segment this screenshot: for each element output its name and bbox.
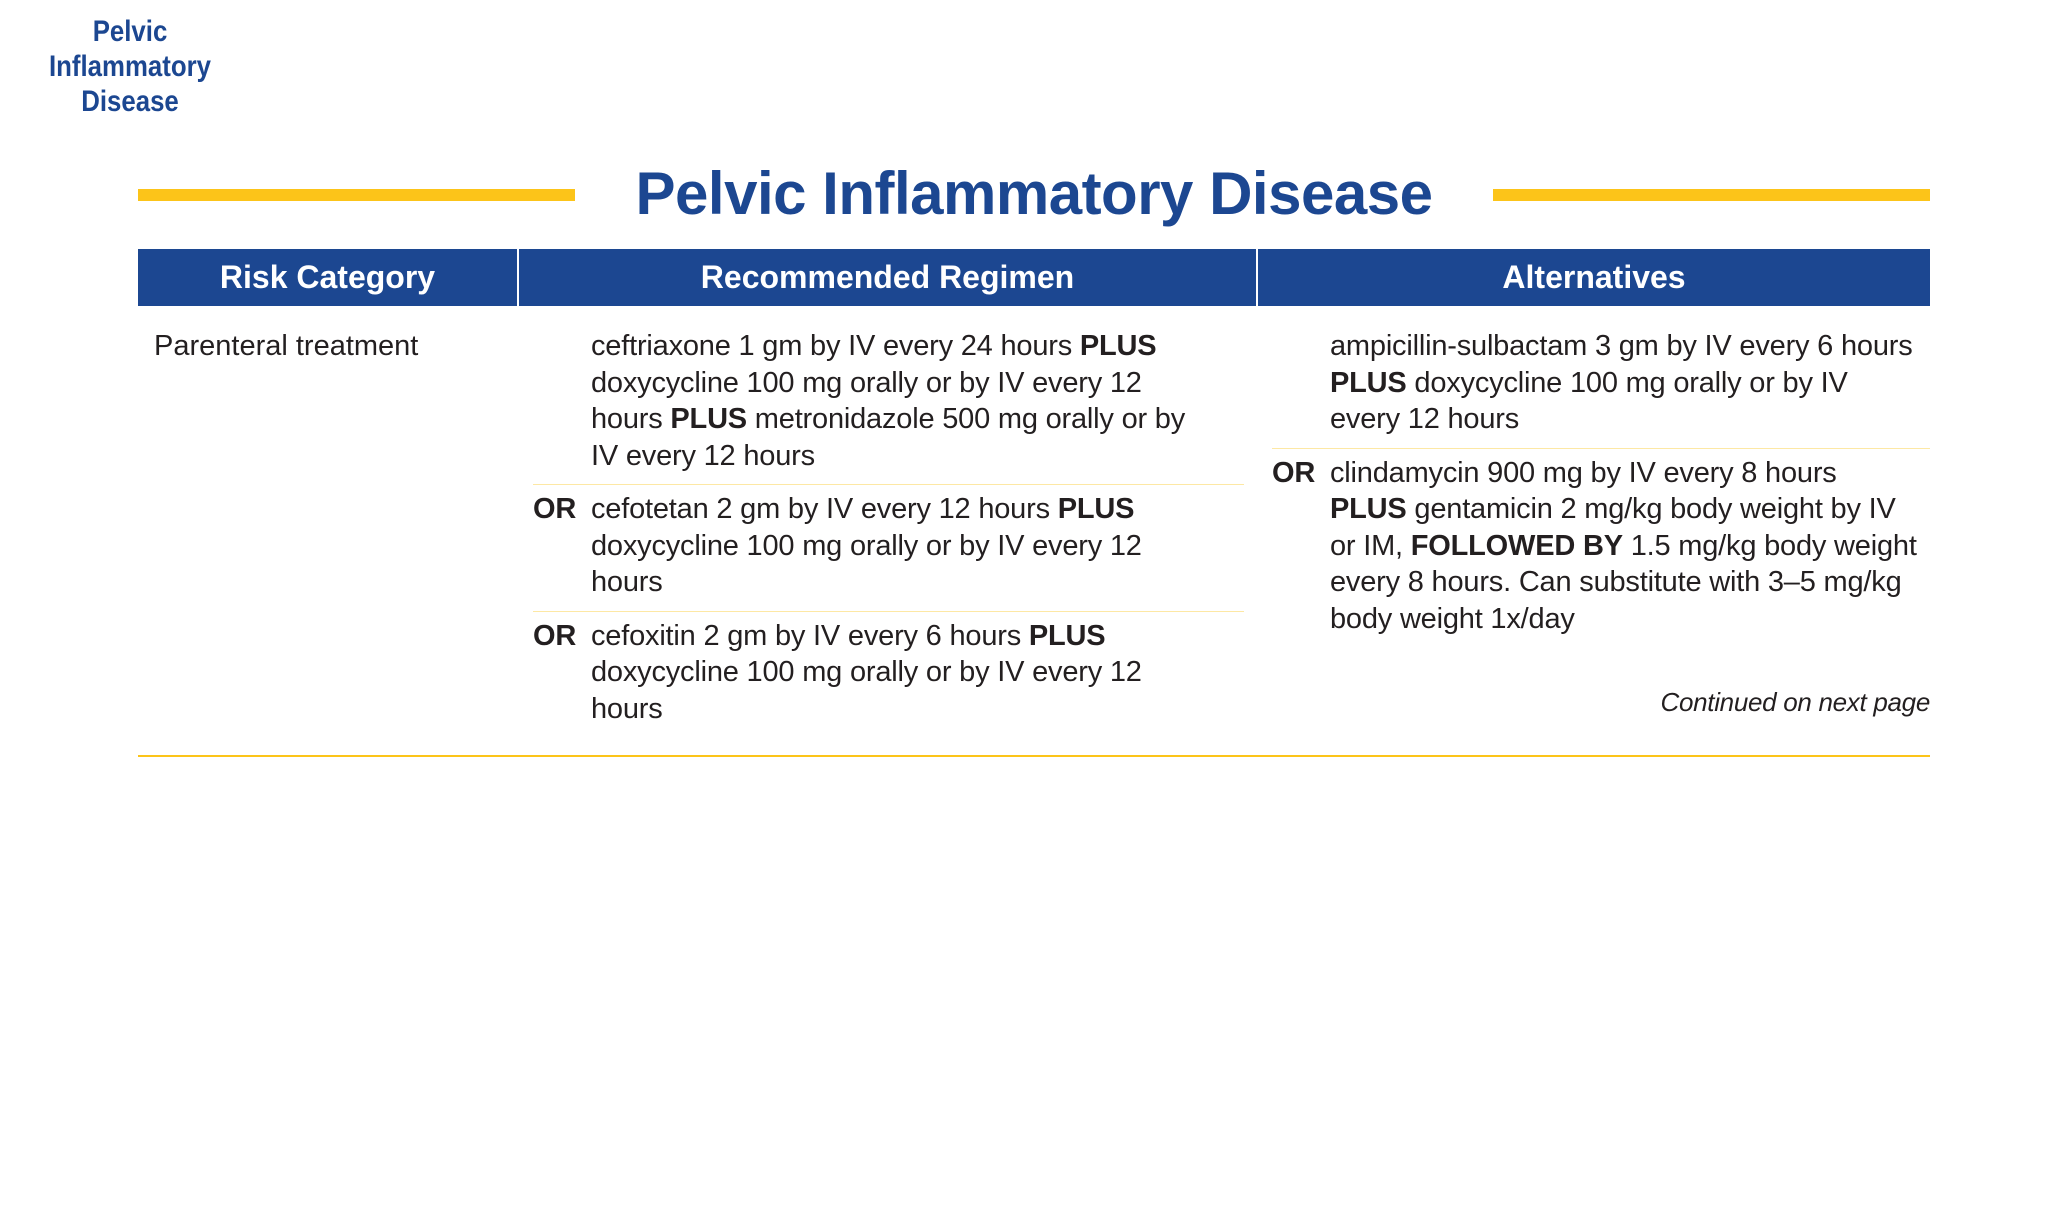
regimen-fragment: clindamycin 900 mg by IV every 8 hours [1330,456,1837,489]
regimen-keyword: PLUS [1057,493,1135,525]
title-row [138,152,1930,236]
risk-category-cell: Parenteral treatment [154,330,419,362]
regimen-text [591,328,1244,474]
regimen-fragment: ampicillin-sulbactam 3 gm by IV every 6 hours [1330,330,1913,362]
regimen-keyword: FOLLOWED BY [1410,529,1623,562]
regimen-keyword: PLUS [1028,619,1106,652]
or-label: OR [1272,456,1316,489]
regimen-keyword: PLUS [1330,493,1407,525]
regimen-item [533,328,1244,484]
table-header [138,249,1930,306]
or-label [1272,328,1330,438]
regimen-fragment: doxycycline 100 mg orally or by IV every 12 hours [591,366,1142,435]
regimen-fragment: doxycycline 100 mg orally or by IV every 12 hours [591,656,1142,725]
or-label: OR [533,619,577,652]
regimen-fragment: gentamicin 2 mg/kg body weight by IV or IM, [1330,493,1896,562]
regimen-keyword: PLUS [1079,330,1157,362]
treatment-table [138,249,1930,757]
or-label: OR [533,493,577,525]
regimen-fragment: doxycycline 100 mg orally or by IV every 12 hours [1330,366,1848,435]
regimen-text [1330,328,1930,438]
or-label [533,328,591,474]
alternatives-cell [1258,306,1930,737]
regimen-text [1330,455,1930,638]
regimen-fragment: metronidazole 500 mg orally or by IV every 12 hours [591,403,1186,472]
header-alternatives: Alternatives [1502,259,1686,295]
regimen-fragment: cefotetan 2 gm by IV every 12 hours [591,493,1058,525]
corner-label-line: Pelvic [92,15,168,48]
header-recommended-regimen: Recommended Regimen [519,249,1258,306]
regimen-item [1272,328,1930,448]
regimen-fragment: doxycycline 100 mg orally or by IV every 12 hours [591,529,1142,598]
title-rule-right [1493,189,1930,201]
regimen-keyword: PLUS [1330,366,1407,399]
regimen-item [533,484,1244,611]
corner-label [44,14,216,119]
regimen-text [591,618,1244,728]
title-rule-left [138,189,575,201]
regimen-keyword: PLUS [670,403,747,435]
regimen-item [1272,448,1930,648]
regimen-fragment: ceftriaxone 1 gm by IV every 24 hours [591,330,1080,362]
header-risk-category: Risk Category [138,249,519,306]
regimen-item [533,611,1244,738]
continued-note: Continued on next page [1660,687,1930,717]
recommended-regimen-cell [519,306,1258,737]
corner-label-line: Disease [81,85,179,118]
corner-label-line: Inflammatory [48,50,212,83]
regimen-fragment: 1.5 mg/kg body weight every 8 hours. Can substitute with 3–5 mg/kg body weight 1x/day [1330,529,1917,635]
page-title: Pelvic Inflammatory Disease [635,160,1433,227]
regimen-text [591,491,1244,601]
regimen-fragment: cefoxitin 2 gm by IV every 6 hours [591,619,1029,652]
